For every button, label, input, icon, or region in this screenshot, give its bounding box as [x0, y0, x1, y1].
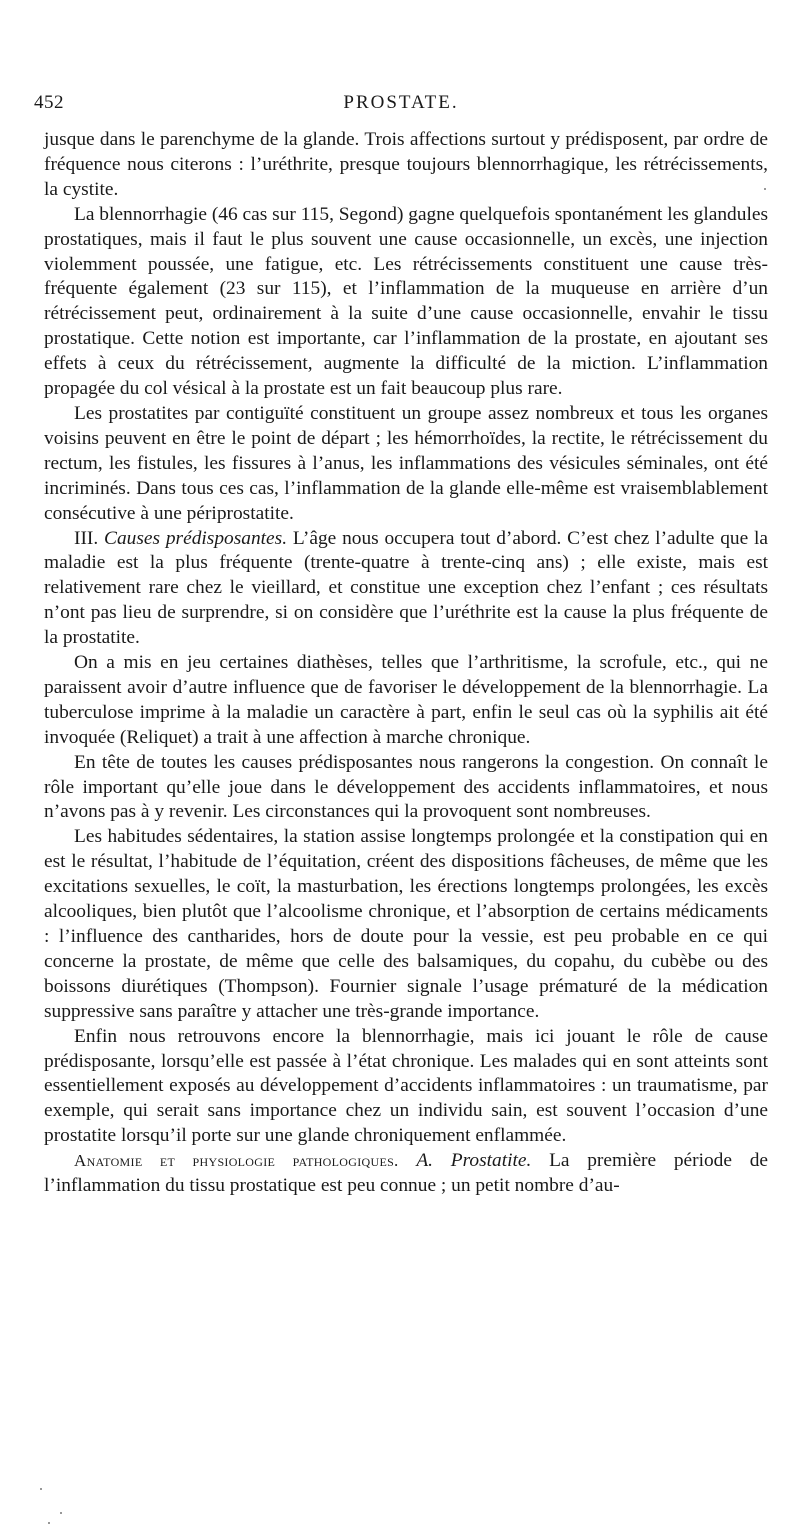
page-header — [34, 92, 768, 118]
scan-speck — [60, 1512, 62, 1514]
section-heading: Anatomie et physiologie pathologiques. — [74, 1151, 399, 1171]
scan-speck — [40, 1488, 42, 1490]
paragraph-2: La blennorrhagie (46 cas sur 115, Segond) gagne quelquefois spontanément les glandules prostatiques, mais il faut le plus souvent une cause occasionnelle, un excès, une injection violemment poussée, une fatigue, etc. Les rétrécissements constituent une cause très-fréquente également (23 sur 115), et l’inflammation de la muqueuse en arrière d’un rétrécissement peut, ordinairement à la suite d’une cause occasionnelle, envahir le tissu prostatique. Cette notion est importante, car l’inflammation de la prostate, en ajoutant ses effets à ceux du rétrécissement, augmente la difficulté de la miction. L’inflammation propagée du col vésical à la prostate est un fait beaucoup plus rare. — [44, 203, 768, 400]
paragraph-4 — [44, 527, 768, 652]
paragraph-1: jusque dans le parenchyme de la glande. Trois affections surtout y prédisposent, par ordre de fréquence nous citerons : l’uréthrite, presque toujours blennorrhagique, les rétrécissements, la cystite. — [44, 129, 768, 200]
section-number: III. — [74, 527, 99, 549]
paragraph-6: En tête de toutes les causes prédisposantes nous rangerons la congestion. On connaît le rôle important qu’elle joue dans le développement des accidents inflammatoires, et nous n’avons pas à y revenir. Les circonstances qui la provoquent sont nombreuses. — [44, 751, 768, 823]
paragraph-5: On a mis en jeu certaines diathèses, telles que l’arthritisme, la scrofule, etc., qui ne paraissent avoir d’autre influence que de favoriser le développement de la blennorrhagie. La tuberculose imprime à la maladie un caractère à part, enfin le seul cas où la syphilis ait été invoquée (Reliquet) a trait à une affection à marche chronique. — [44, 652, 768, 748]
section-title: Causes prédisposantes. — [104, 527, 288, 549]
paragraph-9-text: La première période de l’inflammation du tissu prostatique est peu connue ; un petit nombre d’au- — [44, 1150, 768, 1197]
paragraph-7: Les habitudes sédentaires, la station assise longtemps prolongée et la constipation qui en est le résultat, l’habitude de l’équitation, créent des dispositions fâcheuses, de même que les excitations sexuelles, le coït, la masturbation, les érections longtemps prolongées, les excès alcooliques, bien plutôt que l’alcoolisme chronique, et l’absorption de certains médicaments : l’influence des cantharides, hors de doute pour la vessie, est peu probable en ce qui concerne la prostate, de même que celle des balsamiques, du copahu, du cubèbe ou des boissons diurétiques (Thompson). Fournier signale l’usage prématuré de la médication suppressive sans paraître y attacher une très-grande importance. — [44, 826, 768, 1022]
page-body — [44, 128, 768, 1199]
page-number: 452 — [34, 92, 64, 113]
paragraph-8: Enfin nous retrouvons encore la blennorrhagie, mais ici jouant le rôle de cause prédisposante, lorsqu’elle est passée à l’état chronique. Les malades qui en sont atteints sont essentiellement exposés au développement d’accidents inflammatoires : un traumatisme, par exemple, qui serait sans importance chez un individu sain, est souvent l’occasion d’une prostatite lorsqu’il porte sur une glande chroniquement enflammée. — [44, 1025, 768, 1147]
subsection-title: A. Prostatite. — [416, 1150, 532, 1172]
scan-speck — [764, 188, 766, 190]
paragraph-9 — [44, 1149, 768, 1199]
paragraph-4-text: L’âge nous occupera tout d’abord. C’est chez l’adulte que la maladie est la plus fréquente (trente-quatre à trente-cinq ans) ; elle existe, mais est relativement rare chez le vieillard, et constitue une exception chez l’enfant ; ces résultats n’ont pas lieu de surprendre, si on considère que l’uréthrite est la cause la plus fréquente de la prostatite. — [44, 527, 768, 649]
scan-speck — [48, 1522, 50, 1524]
running-title: PROSTATE. — [343, 92, 459, 113]
paragraph-3: Les prostatites par contiguïté constituent un groupe assez nombreux et tous les organes voisins peuvent en être le point de départ ; les hémorrhoïdes, la rectite, le rétrécissement du rectum, les fistules, les fissures à l’anus, les inflammations des vésicules séminales, ont été incriminés. Dans tous ces cas, l’inflammation de la glande elle-même est vraisemblablement consécutive à une périprostatite. — [44, 402, 768, 524]
